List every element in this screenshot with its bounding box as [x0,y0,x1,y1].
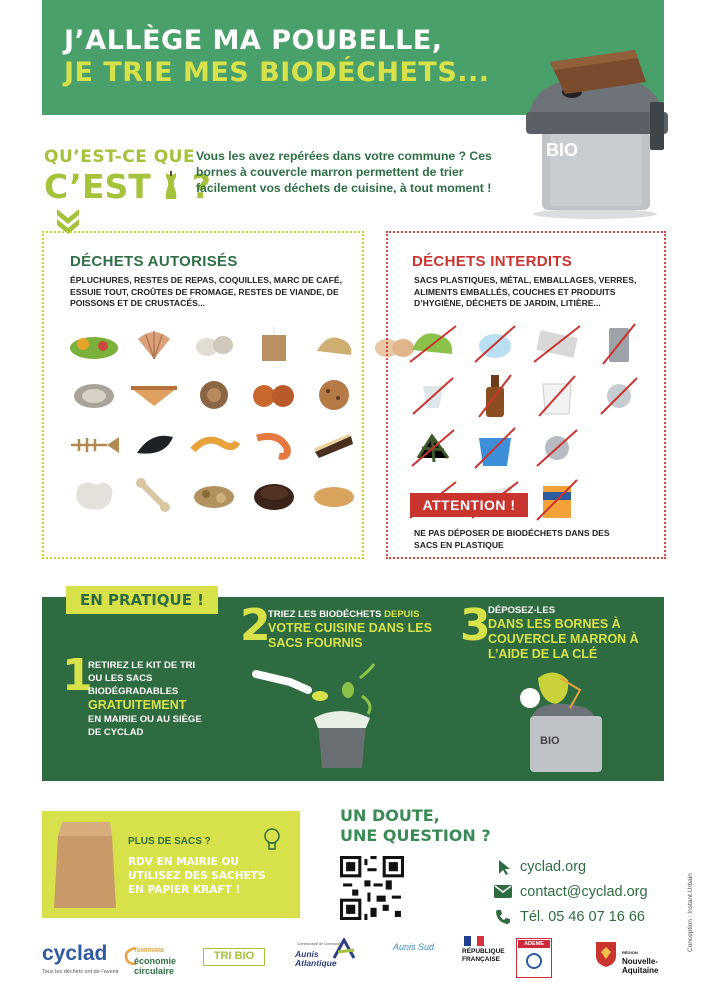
cheese-crust-icon [306,421,362,469]
white-bag-icon [528,371,586,421]
meat-bone-icon [126,471,182,519]
vegetable-scraps-icon [66,321,122,369]
question-heading [44,147,211,205]
bags-title: PLUS DE SACS ? [128,836,211,847]
ademe-logo: ADEME [518,940,550,948]
glass-bottle-brown-icon [590,423,648,473]
eggshell-white-icon [186,321,242,369]
practice-label: EN PRATIQUE ! [66,586,218,614]
pointer-icon [492,858,514,876]
website-link[interactable]: cyclad.org [492,854,648,879]
step-3-text: DÉPOSEZ-LES DANS LES BORNES À COUVERCLE MARRON À L’AIDE DE LA CLÉ [488,605,639,661]
tin-can-icon [590,319,648,369]
bin-deposit-illustration [510,668,620,776]
allowed-waste-panel [42,231,364,559]
aunis-sud-logo: Aunis Sud [393,942,435,952]
title-line-2: JE TRIE MES BIODÉCHETS... [64,57,490,88]
mail-icon [492,885,514,898]
forbidden-waste-panel [386,231,666,559]
aunis-atlantique-subtitle: Communauté de Communes [297,942,342,946]
lightbulb-icon [262,826,282,852]
bread-icon [306,471,362,519]
step-1-highlight: GRATUITEMENT [88,698,187,712]
garden-waste-icon [404,423,462,473]
allowed-items-grid [66,321,422,519]
mussel-shell-icon [126,421,182,469]
paper-towel-icon [66,471,122,519]
attention-text: NE PAS DÉPOSER DE BIODÉCHETS DANS DES SACS EN PLASTIQUE [414,528,610,550]
step-2-number: 2 [240,600,271,651]
allowed-title: DÉCHETS AUTORISÉS [70,253,238,270]
snail-shell-icon [186,371,242,419]
diaper-icon [590,475,648,525]
nouvelle-aquitaine-shield-icon [594,940,618,968]
foil-icon [528,423,586,473]
nouvelle-aquitaine-logo: RÉGION Nouvelle- Aquitaine [622,950,659,975]
bio-bin-illustration [520,42,670,222]
title-line-1: J’ALLÈGE MA POUBELLE, [64,25,443,56]
step-3-number: 3 [460,600,491,651]
cyclad-tagline: Tous les déchets ont de l’avenir [42,969,119,975]
ademe-emblem-icon [525,952,543,970]
paper-bag-icon [52,818,122,910]
bags-text: RDV EN MAIRIE OU UTILISEZ DES SACHETS EN PAPIER KRAFT ! [128,856,266,896]
scallop-shell-icon [126,321,182,369]
apples-icon [246,371,302,419]
phone-icon [492,909,514,925]
oyster-shell-icon [66,371,122,419]
email-link[interactable]: contact@cyclad.org [492,879,648,904]
cookie-icon [306,371,362,419]
qr-code[interactable] [340,856,404,920]
design-credit: Conception : Instant Urbain [687,873,694,952]
packaged-food-icon [528,319,586,369]
tri-bio-logo: TRI BIO [203,948,265,966]
question-line-2: C’EST ? [44,167,211,206]
question-line-1: QU’EST-CE QUE [44,147,196,167]
sponge-icon [590,371,648,421]
contact-heading: UN DOUTE, UNE QUESTION ? [340,806,491,845]
food-leftovers-icon [186,471,242,519]
aunis-atlantique-logo: Aunis Atlantique [295,949,337,968]
tea-bag-icon [246,321,302,369]
step-1-number: 1 [62,650,93,701]
step-3-bin-label: BIO [540,735,560,747]
partner-logos [0,928,707,988]
forbidden-description: SACS PLASTIQUES, MÉTAL, EMBALLAGES, VERRES, ALIMENTS EMBALLÉS, COUCHES ET PRODUITS D’HYGIÈNE, DÉCHETS DE JARDIN, LITIÈRE... [414,275,637,308]
plastic-bottle-icon [466,319,524,369]
step-1-text: RETIREZ LE KIT DE TRI OU LES SACS BIODÉGRADABLES GRATUITEMENT EN MAIRIE OU AU SIÈGE DE CYCLAD [88,660,202,738]
blue-bag-icon [466,423,524,473]
allowed-description: ÉPLUCHURES, RESTES DE REPAS, COQUILLES, MARC DE CAFÉ, ESSUIE TOUT, CROÛTES DE FROMAGE, RESTES DE VIANDE, DE POISSONS ET DE CRUSTACÉS... [70,275,343,308]
kitchen-bin-illustration [250,660,400,775]
bin-bio-label: BIO [546,140,579,160]
glass-bottle-icon [466,371,524,421]
litter-box-icon [528,475,586,525]
onion-peel-icon [306,321,362,369]
step-2-text: TRIEZ LES BIODÉCHETS DEPUIS VOTRE CUISINE DANS LES SACS FOURNIS [268,609,432,650]
coffee-grounds-icon [246,471,302,519]
fish-bone-icon [66,421,122,469]
orange-peel-icon [186,421,242,469]
yogurt-pot-icon [404,371,462,421]
french-flag-icon [464,936,484,946]
forbidden-title: DÉCHETS INTERDITS [412,253,573,270]
plastic-bag-icon [404,319,462,369]
circular-economy-logo: TERRITOIRE économie circulaire [134,948,177,976]
phone-link[interactable]: Tél. 05 46 07 16 66 [492,904,648,929]
attention-badge: ATTENTION ! [410,493,528,517]
shrimp-icon [246,421,302,469]
contact-list [492,854,648,929]
cyclad-logo: cyclad [42,942,108,965]
republique-francaise-logo: RÉPUBLIQUE FRANÇAISE [462,948,505,963]
apple-core-icon [162,171,180,201]
pizza-crust-icon [126,371,182,419]
intro-text: Vous les avez repérées dans votre commune ? Ces bornes à couvercle marron permettent de trier facilement vos déchets de cuisine, à tout moment ! [196,149,492,195]
